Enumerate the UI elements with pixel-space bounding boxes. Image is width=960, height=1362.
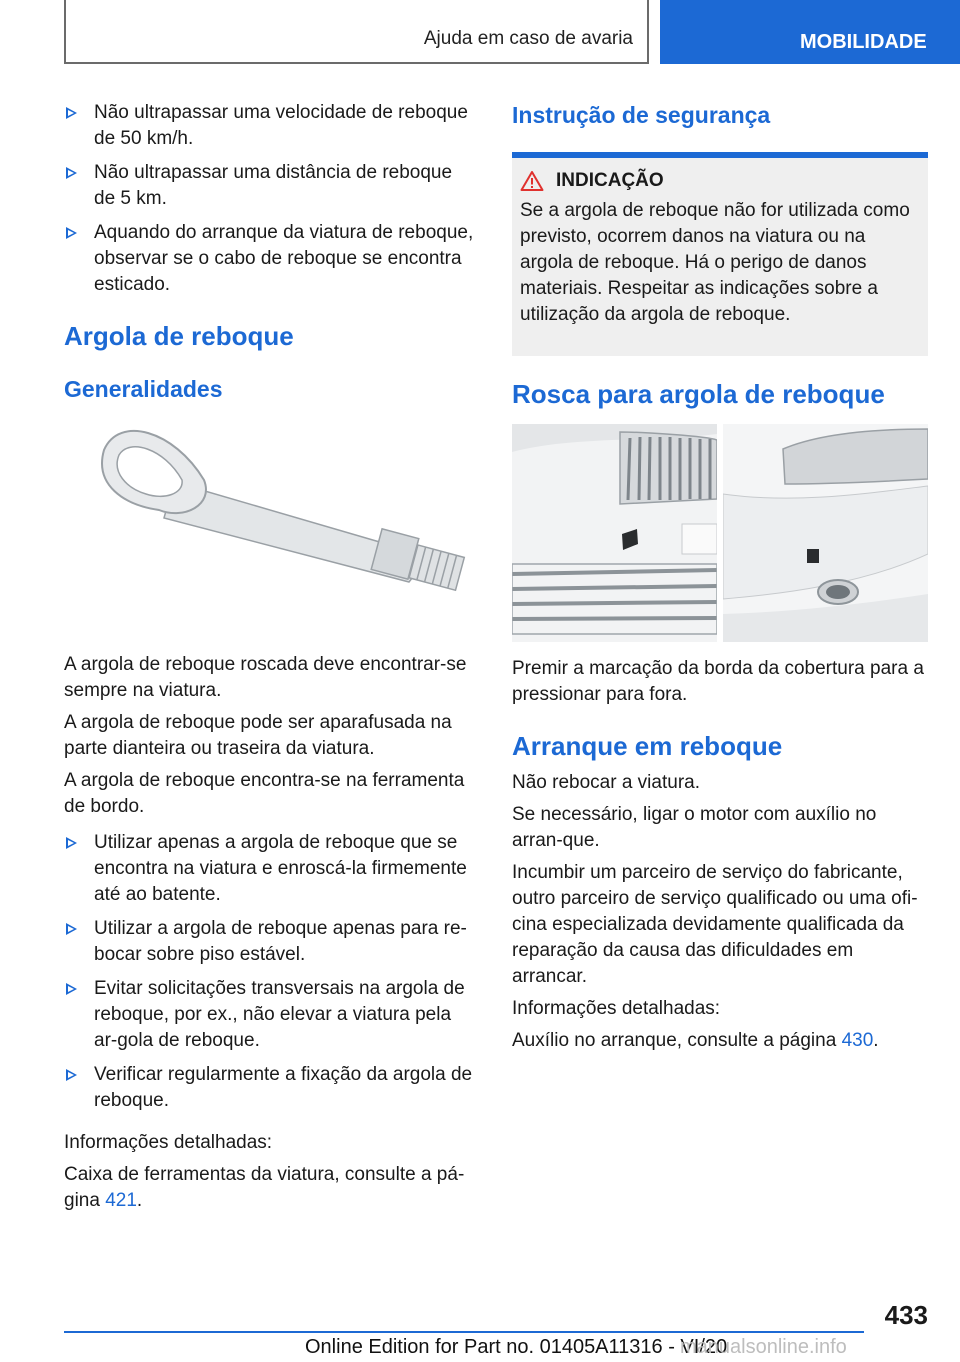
usage-bullets: [64, 830, 476, 1114]
triangle-bullet-icon: [66, 227, 77, 239]
heading-start: Arranque em reboque: [512, 731, 783, 761]
triangle-bullet-icon: [66, 923, 77, 935]
speed-bullets: [64, 100, 476, 298]
paragraph: Não rebocar a viatura.: [512, 772, 700, 793]
notice-label: INDICAÇÃO: [556, 170, 664, 191]
list-item: Utilizar a argola de reboque apenas para re‐bocar sobre piso estável.: [64, 916, 476, 968]
tow-eye-illustration: [64, 410, 476, 652]
info-reference: Caixa de ferramentas da viatura, consulte a pá‐gina 421.: [64, 1164, 465, 1211]
triangle-bullet-icon: [66, 107, 77, 119]
left-column: [64, 100, 476, 1220]
thread-text: Premir a marcação da borda da cobertura para a pressionar para fora.: [512, 658, 924, 705]
list-item: Não ultrapassar uma velocidade de reboque de 50 km/h.: [64, 100, 476, 152]
list-item: Verificar regularmente a fixação da argola de reboque.: [64, 1062, 476, 1114]
paragraph: Informações detalhadas:: [512, 998, 721, 1019]
page-link-430[interactable]: 430: [841, 1030, 874, 1051]
info-label: Informações detalhadas:: [64, 1132, 273, 1153]
heading-general: Generalidades: [64, 376, 223, 402]
heading-thread: Rosca para argola de reboque: [512, 379, 885, 409]
list-item: Utilizar apenas a argola de reboque que se encontra na viatura e enroscá-la firmemente até ao batente.: [64, 830, 476, 908]
front-bumper-image: [512, 424, 717, 642]
list-item: Evitar solicitações transversais na argola de reboque, por ex., não elevar a viatura pela ar‐gola de reboque.: [64, 976, 476, 1054]
warning-triangle-icon: [520, 170, 544, 192]
footer-rule: [64, 1331, 864, 1333]
chapter-tab[interactable]: [660, 0, 960, 64]
edition-text: Online Edition for Part no. 01405A11316 - VI/20: [305, 1336, 728, 1358]
triangle-bullet-icon: [66, 1069, 77, 1081]
header-tab: [64, 0, 649, 64]
paragraph: A argola de reboque pode ser aparafusada na parte dianteira ou traseira da viatura.: [64, 712, 452, 759]
paragraph: A argola de reboque encontra-se na ferramenta de bordo.: [64, 770, 465, 817]
watermark: manualsonline.info: [680, 1336, 847, 1358]
page-number: 433: [884, 1300, 928, 1330]
chapter-label: MOBILIDADE: [800, 31, 927, 53]
page-link-421[interactable]: 421: [105, 1190, 137, 1211]
paragraph: A argola de reboque roscada deve encontrar-se sempre na viatura.: [64, 654, 467, 701]
tow-eye-image: [64, 410, 476, 652]
triangle-bullet-icon: [66, 983, 77, 995]
list-item: Aquando do arranque da viatura de reboque, observar se o cabo de reboque se encontra esticado.: [64, 220, 476, 298]
list-item: Não ultrapassar uma distância de reboque de 5 km.: [64, 160, 476, 212]
paragraph: Incumbir um parceiro de serviço do fabricante, outro parceiro de serviço qualificado ou uma ofi‐cina especializada devidamente qualificada da reparação da causa das dificuldades em arrancar.: [512, 862, 918, 987]
bumper-illustrations: [512, 424, 928, 642]
heading-safety: Instrução de segurança: [512, 102, 771, 128]
section-title: Ajuda em caso de avaria: [423, 28, 633, 49]
paragraph: Se necessário, ligar o motor com auxílio no arran‐que.: [512, 804, 877, 851]
notice-box: [512, 158, 928, 356]
triangle-bullet-icon: [66, 167, 77, 179]
heading-tow-eye: Argola de reboque: [64, 321, 294, 351]
notice-text: Se a argola de reboque não for utilizada como previsto, ocorrem danos na viatura ou na argola de reboque. Há o perigo de danos materiais. Respeitar as indicações sobre a utilização da argola de reboque.: [520, 200, 910, 325]
rear-bumper-image: [723, 424, 928, 642]
right-column: [512, 100, 928, 1060]
start-reference: Auxílio no arranque, consulte a página 430.: [512, 1030, 879, 1051]
triangle-bullet-icon: [66, 837, 77, 849]
